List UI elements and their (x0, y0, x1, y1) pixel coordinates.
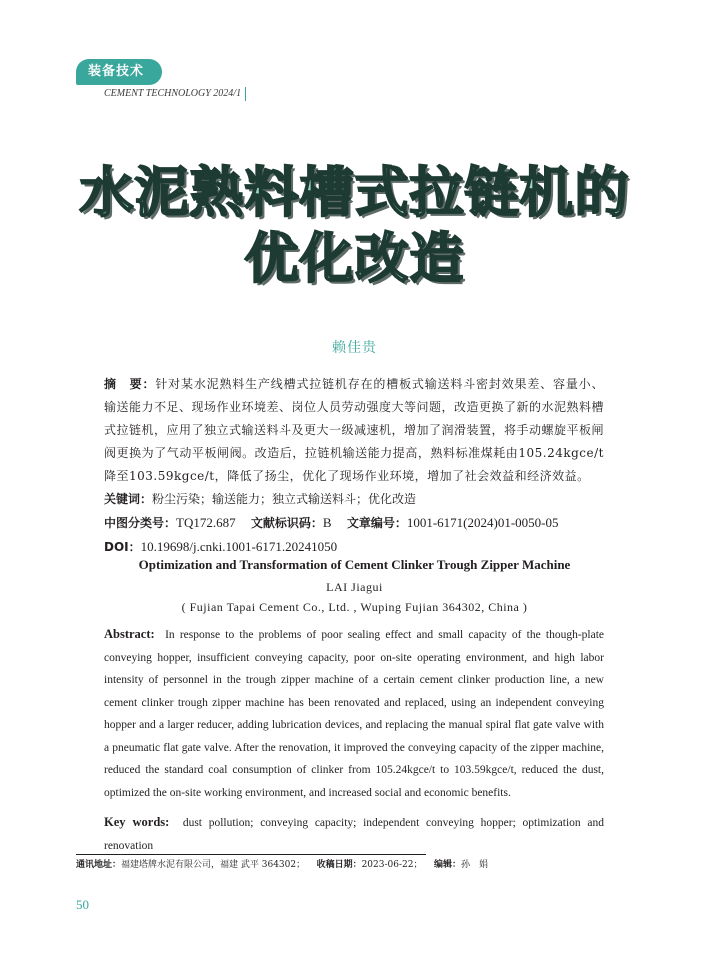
article-no-value: 1001-6171(2024)01-0050-05 (406, 515, 559, 530)
chinese-abstract-block (104, 373, 604, 559)
clc-label: 中图分类号： (104, 516, 177, 530)
cn-abstract-text: 针对某水泥熟料生产线槽式拉链机存在的槽板式输送料斗密封效果差、容量小、输送能力不足、现场作业环境差、岗位人员劳动强度大等问题，改造更换了新的水泥熟料槽式拉链机，应用了独立式输送料斗及更大一级减速机，增加了润滑装置，将手动螺旋平板闸阀更换为了气动平板闸阀。改造后，拉链机输送能力提高，熟料标准煤耗由105.24kgce/t降至103.59kgce/t，降低了扬尘，优化了现场作业环境，增加了社会效益和经济效益。 (104, 377, 605, 483)
doi-row (104, 535, 604, 559)
article-no-label: 文章编号： (346, 516, 407, 530)
article-title (0, 160, 709, 292)
title-line-2: 优化改造 (244, 227, 465, 290)
cn-abstract (104, 373, 604, 488)
english-affiliation: ( Fujian Tapai Cement Co., Ltd. , Wuping Fujian 364302, China ) (181, 600, 528, 614)
english-abstract (104, 623, 604, 804)
received-value: 2023-06-22； (361, 860, 423, 870)
english-abstract-label: Abstract: (104, 627, 155, 641)
section-badge: 装备技术 (76, 59, 162, 85)
cn-abstract-label: 摘 要： (104, 377, 156, 391)
received-label: 收稿日期： (316, 860, 362, 870)
classification-row (104, 511, 604, 535)
cn-keywords-text: 粉尘污染；输送能力；独立式输送料斗；优化改造 (152, 492, 417, 506)
english-keywords-text: dust pollution; conveying capacity; independent conveying hopper; optimization and renovation (104, 817, 605, 852)
footnote-divider (76, 854, 426, 855)
english-abstract-text: In response to the problems of poor sealing effect and small capacity of the though-plate conveying hopper, insufficient conveying capacity, poor on-site operating environment, and high labor intensity of personnel in the trough zipper machine of a certain cement clinker production line, a new cement clinker trough zipper machine has been renovated and replaced, using an independent conveying hopper and a larger reducer, adding lubrication devices, and replacing the manual spiral flat gate valve with a pneumatic flat gate valve. After the renovation, it improved the conveying capacity of the zipper machine, reduced the standard coal consumption of clinker from 105.24kgce/t to 103.59kgce/t, reduced the dust, optimized the on-site working environment, and increased social and economic benefits. (104, 629, 605, 799)
page-number: 50 (76, 897, 89, 912)
address-value: 福建塔牌水泥有限公司，福建 武平 364302； (121, 860, 306, 870)
clc-value: TQ172.687 (176, 515, 236, 530)
footnote (76, 858, 636, 872)
doc-code-value: B (322, 515, 332, 530)
editor-label: 编辑： (433, 860, 461, 870)
doi-value: 10.19698/j.cnki.1001-6171.20241050 (140, 539, 338, 554)
doi-label: DOI： (104, 540, 141, 554)
english-title: Optimization and Transformation of Cement Clinker Trough Zipper Machine (138, 557, 571, 572)
cn-keywords (104, 488, 604, 511)
cn-keywords-label: 关键词： (104, 492, 153, 506)
doc-code-label: 文献标识码： (250, 516, 323, 530)
journal-running-head: CEMENT TECHNOLOGY 2024/1 (104, 87, 246, 101)
editor-value: 孙 娟 (460, 860, 488, 870)
address-label: 通讯地址： (76, 860, 122, 870)
title-line-1: 水泥熟料槽式拉链机的 (79, 161, 630, 224)
english-author: LAI Jiagui (326, 580, 383, 594)
author-name: 赖佳贵 (332, 340, 377, 356)
english-keywords-label: Key words: (104, 815, 170, 829)
english-keywords (104, 811, 604, 857)
